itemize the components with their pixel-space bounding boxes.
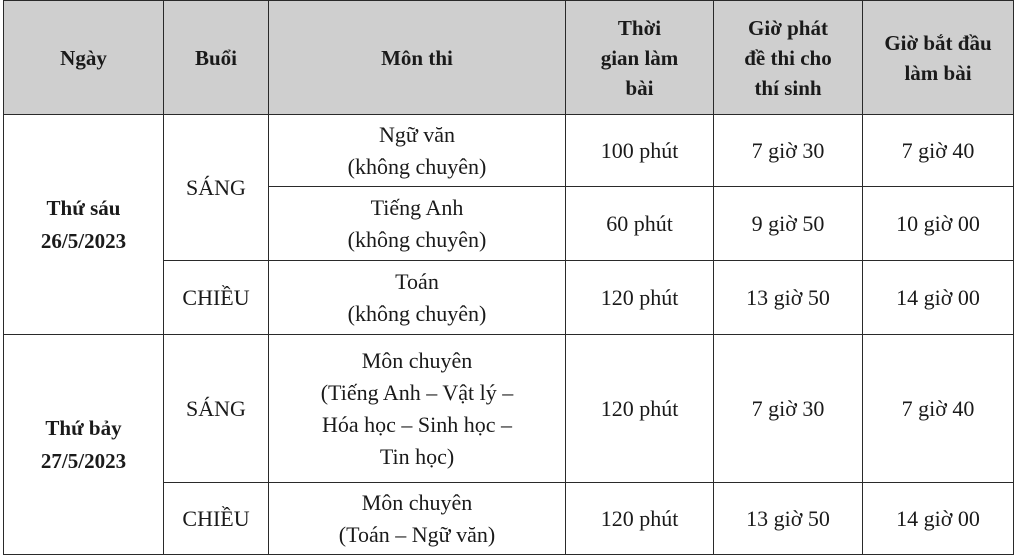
- start-cell: 14 giờ 00: [863, 483, 1014, 555]
- header-ngay: Ngày: [4, 1, 164, 115]
- header-gio-bat-dau-line: làm bài: [904, 60, 972, 85]
- header-gio-phat-line: đề thi cho: [744, 45, 832, 70]
- header-gio-phat-line: thí sinh: [754, 75, 822, 100]
- day-cell: [4, 115, 164, 335]
- start-cell: 7 giờ 40: [863, 335, 1014, 483]
- subject-line: (không chuyên): [347, 153, 487, 179]
- day-name: Thứ bảy: [45, 415, 122, 440]
- duration-cell: 60 phút: [566, 187, 714, 261]
- subject-line: (Toán – Ngữ văn): [338, 521, 496, 547]
- day-date: 27/5/2023: [40, 448, 127, 473]
- header-gio-bat-dau-line: Giờ bắt đầu: [884, 30, 992, 55]
- subject-line: (không chuyên): [347, 300, 487, 326]
- subject-line: (không chuyên): [347, 226, 487, 252]
- subject-line: Hóa học – Sinh học –: [321, 411, 513, 437]
- subject-cell: [269, 115, 566, 187]
- duration-cell: 120 phút: [566, 335, 714, 483]
- subject-line: Tiếng Anh: [370, 194, 464, 220]
- header-gio-bat-dau: [863, 1, 1014, 115]
- distribute-cell: 13 giờ 50: [714, 483, 863, 555]
- header-buoi: Buổi: [164, 1, 269, 115]
- day-name: Thứ sáu: [46, 195, 121, 220]
- header-gio-phat: [714, 1, 863, 115]
- duration-cell: 100 phút: [566, 115, 714, 187]
- subject-line: Môn chuyên: [361, 347, 473, 373]
- session-cell: CHIỀU: [164, 261, 269, 335]
- header-thoi-gian-line: Thời: [617, 15, 662, 40]
- exam-schedule-table: [3, 0, 1014, 555]
- start-cell: 7 giờ 40: [863, 115, 1014, 187]
- table-row: [4, 335, 1014, 483]
- subject-cell: [269, 187, 566, 261]
- distribute-cell: 7 giờ 30: [714, 335, 863, 483]
- subject-line: Ngữ văn: [378, 121, 456, 147]
- header-gio-phat-line: Giờ phát: [748, 15, 828, 40]
- exam-schedule-container: [3, 0, 1014, 555]
- subject-line: Tin học): [379, 443, 455, 469]
- subject-line: (Tiếng Anh – Vật lý –: [320, 379, 514, 405]
- subject-line: Môn chuyên: [361, 489, 473, 515]
- session-cell: SÁNG: [164, 335, 269, 483]
- start-cell: 14 giờ 00: [863, 261, 1014, 335]
- day-cell: [4, 335, 164, 555]
- day-date: 26/5/2023: [40, 228, 127, 253]
- header-row: [4, 1, 1014, 115]
- header-thoi-gian-line: gian làm: [600, 45, 679, 70]
- distribute-cell: 13 giờ 50: [714, 261, 863, 335]
- header-thoi-gian: [566, 1, 714, 115]
- header-mon-thi: Môn thi: [269, 1, 566, 115]
- subject-line: Toán: [395, 268, 439, 294]
- duration-cell: 120 phút: [566, 483, 714, 555]
- subject-cell: [269, 261, 566, 335]
- table-row: [4, 115, 1014, 187]
- start-cell: 10 giờ 00: [863, 187, 1014, 261]
- distribute-cell: 9 giờ 50: [714, 187, 863, 261]
- duration-cell: 120 phút: [566, 261, 714, 335]
- session-cell: CHIỀU: [164, 483, 269, 555]
- distribute-cell: 7 giờ 30: [714, 115, 863, 187]
- session-cell: SÁNG: [164, 115, 269, 261]
- subject-cell: [269, 335, 566, 483]
- subject-cell: [269, 483, 566, 555]
- header-thoi-gian-line: bài: [625, 75, 654, 100]
